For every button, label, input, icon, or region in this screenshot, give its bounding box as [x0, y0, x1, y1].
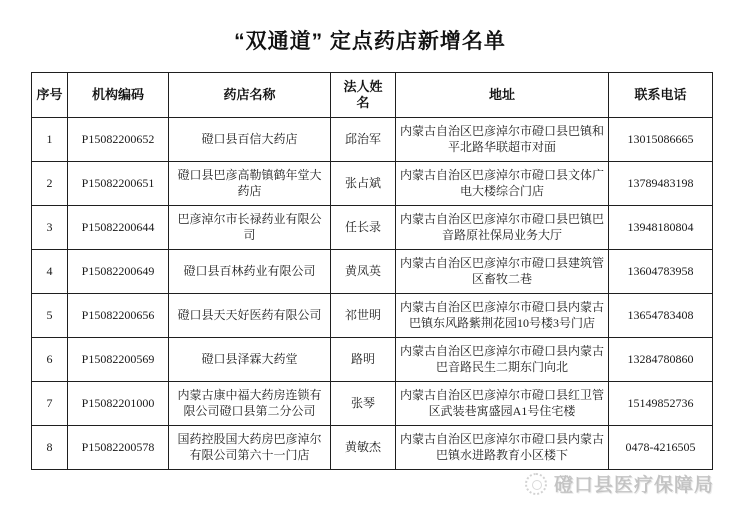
cell-address: 内蒙古自治区巴彦淖尔市磴口县巴镇巴音路原社保局业务大厅	[396, 206, 609, 250]
cell-phone: 13604783958	[609, 250, 713, 294]
cell-phone: 13654783408	[609, 294, 713, 338]
cell-org-code: P15082200656	[68, 294, 169, 338]
cell-index: 3	[32, 206, 68, 250]
cell-pharmacy-name: 内蒙古康中福大药房连锁有限公司磴口县第二分公司	[169, 382, 331, 426]
cell-org-code: P15082200651	[68, 162, 169, 206]
cell-index: 7	[32, 382, 68, 426]
col-header-pharmacy-name: 药店名称	[169, 73, 331, 118]
cell-pharmacy-name: 巴彦淖尔市长禄药业有限公司	[169, 206, 331, 250]
cell-pharmacy-name: 磴口县百林药业有限公司	[169, 250, 331, 294]
cell-legal-person: 张琴	[331, 382, 396, 426]
cell-phone: 13948180804	[609, 206, 713, 250]
cell-pharmacy-name: 磴口县天天好医药有限公司	[169, 294, 331, 338]
table-row	[32, 250, 713, 294]
cell-phone: 13284780860	[609, 338, 713, 382]
cell-index: 4	[32, 250, 68, 294]
cell-pharmacy-name: 磴口县巴彦高勒镇鹤年堂大药店	[169, 162, 331, 206]
cell-phone: 13015086665	[609, 118, 713, 162]
col-header-legal-person: 法人姓名	[331, 73, 396, 118]
cell-address: 内蒙古自治区巴彦淖尔市磴口县文体广电大楼综合门店	[396, 162, 609, 206]
cell-legal-person: 黄敏杰	[331, 426, 396, 470]
cell-org-code: P15082201000	[68, 382, 169, 426]
cell-index: 6	[32, 338, 68, 382]
cell-legal-person: 路明	[331, 338, 396, 382]
table-row	[32, 206, 713, 250]
table-row	[32, 382, 713, 426]
cell-address: 内蒙古自治区巴彦淖尔市磴口县内蒙古巴音路民生二期东门向北	[396, 338, 609, 382]
cell-legal-person: 祁世明	[331, 294, 396, 338]
table-row	[32, 426, 713, 470]
cell-pharmacy-name: 磴口县百信大药店	[169, 118, 331, 162]
cell-legal-person: 张占斌	[331, 162, 396, 206]
footer-watermark	[525, 470, 714, 497]
cell-phone: 13789483198	[609, 162, 713, 206]
cell-address: 内蒙古自治区巴彦淖尔市磴口县建筑管区畜牧二巷	[396, 250, 609, 294]
cell-legal-person: 邱治军	[331, 118, 396, 162]
cell-legal-person: 任长录	[331, 206, 396, 250]
cell-org-code: P15082200644	[68, 206, 169, 250]
table-row	[32, 294, 713, 338]
cell-address: 内蒙古自治区巴彦淖尔市磴口县巴镇和平北路华联超市对面	[396, 118, 609, 162]
cell-org-code: P15082200578	[68, 426, 169, 470]
col-header-index: 序号	[32, 73, 68, 118]
cell-legal-person: 黄凤英	[331, 250, 396, 294]
cell-phone: 0478-4216505	[609, 426, 713, 470]
cell-phone: 15149852736	[609, 382, 713, 426]
cell-address: 内蒙古自治区巴彦淖尔市磴口县内蒙古巴镇东风路紫荆花园10号楼3号门店	[396, 294, 609, 338]
seal-emblem-icon	[525, 473, 547, 495]
cell-address: 内蒙古自治区巴彦淖尔市磴口县红卫管区武装巷寓盛园A1号住宅楼	[396, 382, 609, 426]
table-body	[32, 118, 713, 470]
col-header-phone: 联系电话	[609, 73, 713, 118]
cell-address: 内蒙古自治区巴彦淖尔市磴口县内蒙古巴镇水进路教育小区楼下	[396, 426, 609, 470]
cell-index: 1	[32, 118, 68, 162]
col-header-org-code: 机构编码	[68, 73, 169, 118]
pharmacy-table	[31, 72, 713, 470]
cell-index: 5	[32, 294, 68, 338]
table-row	[32, 118, 713, 162]
agency-name: 磴口县医疗保障局	[553, 475, 714, 496]
col-header-address: 地址	[396, 73, 609, 118]
cell-org-code: P15082200569	[68, 338, 169, 382]
cell-org-code: P15082200652	[68, 118, 169, 162]
table-row	[32, 338, 713, 382]
page-title: “双通道” 定点药店新增名单	[234, 30, 506, 53]
cell-index: 8	[32, 426, 68, 470]
table-header-row	[32, 73, 713, 118]
cell-pharmacy-name: 磴口县泽霖大药堂	[169, 338, 331, 382]
cell-pharmacy-name: 国药控股国大药房巴彦淖尔有限公司第六十一门店	[169, 426, 331, 470]
cell-index: 2	[32, 162, 68, 206]
table-row	[32, 162, 713, 206]
cell-org-code: P15082200649	[68, 250, 169, 294]
